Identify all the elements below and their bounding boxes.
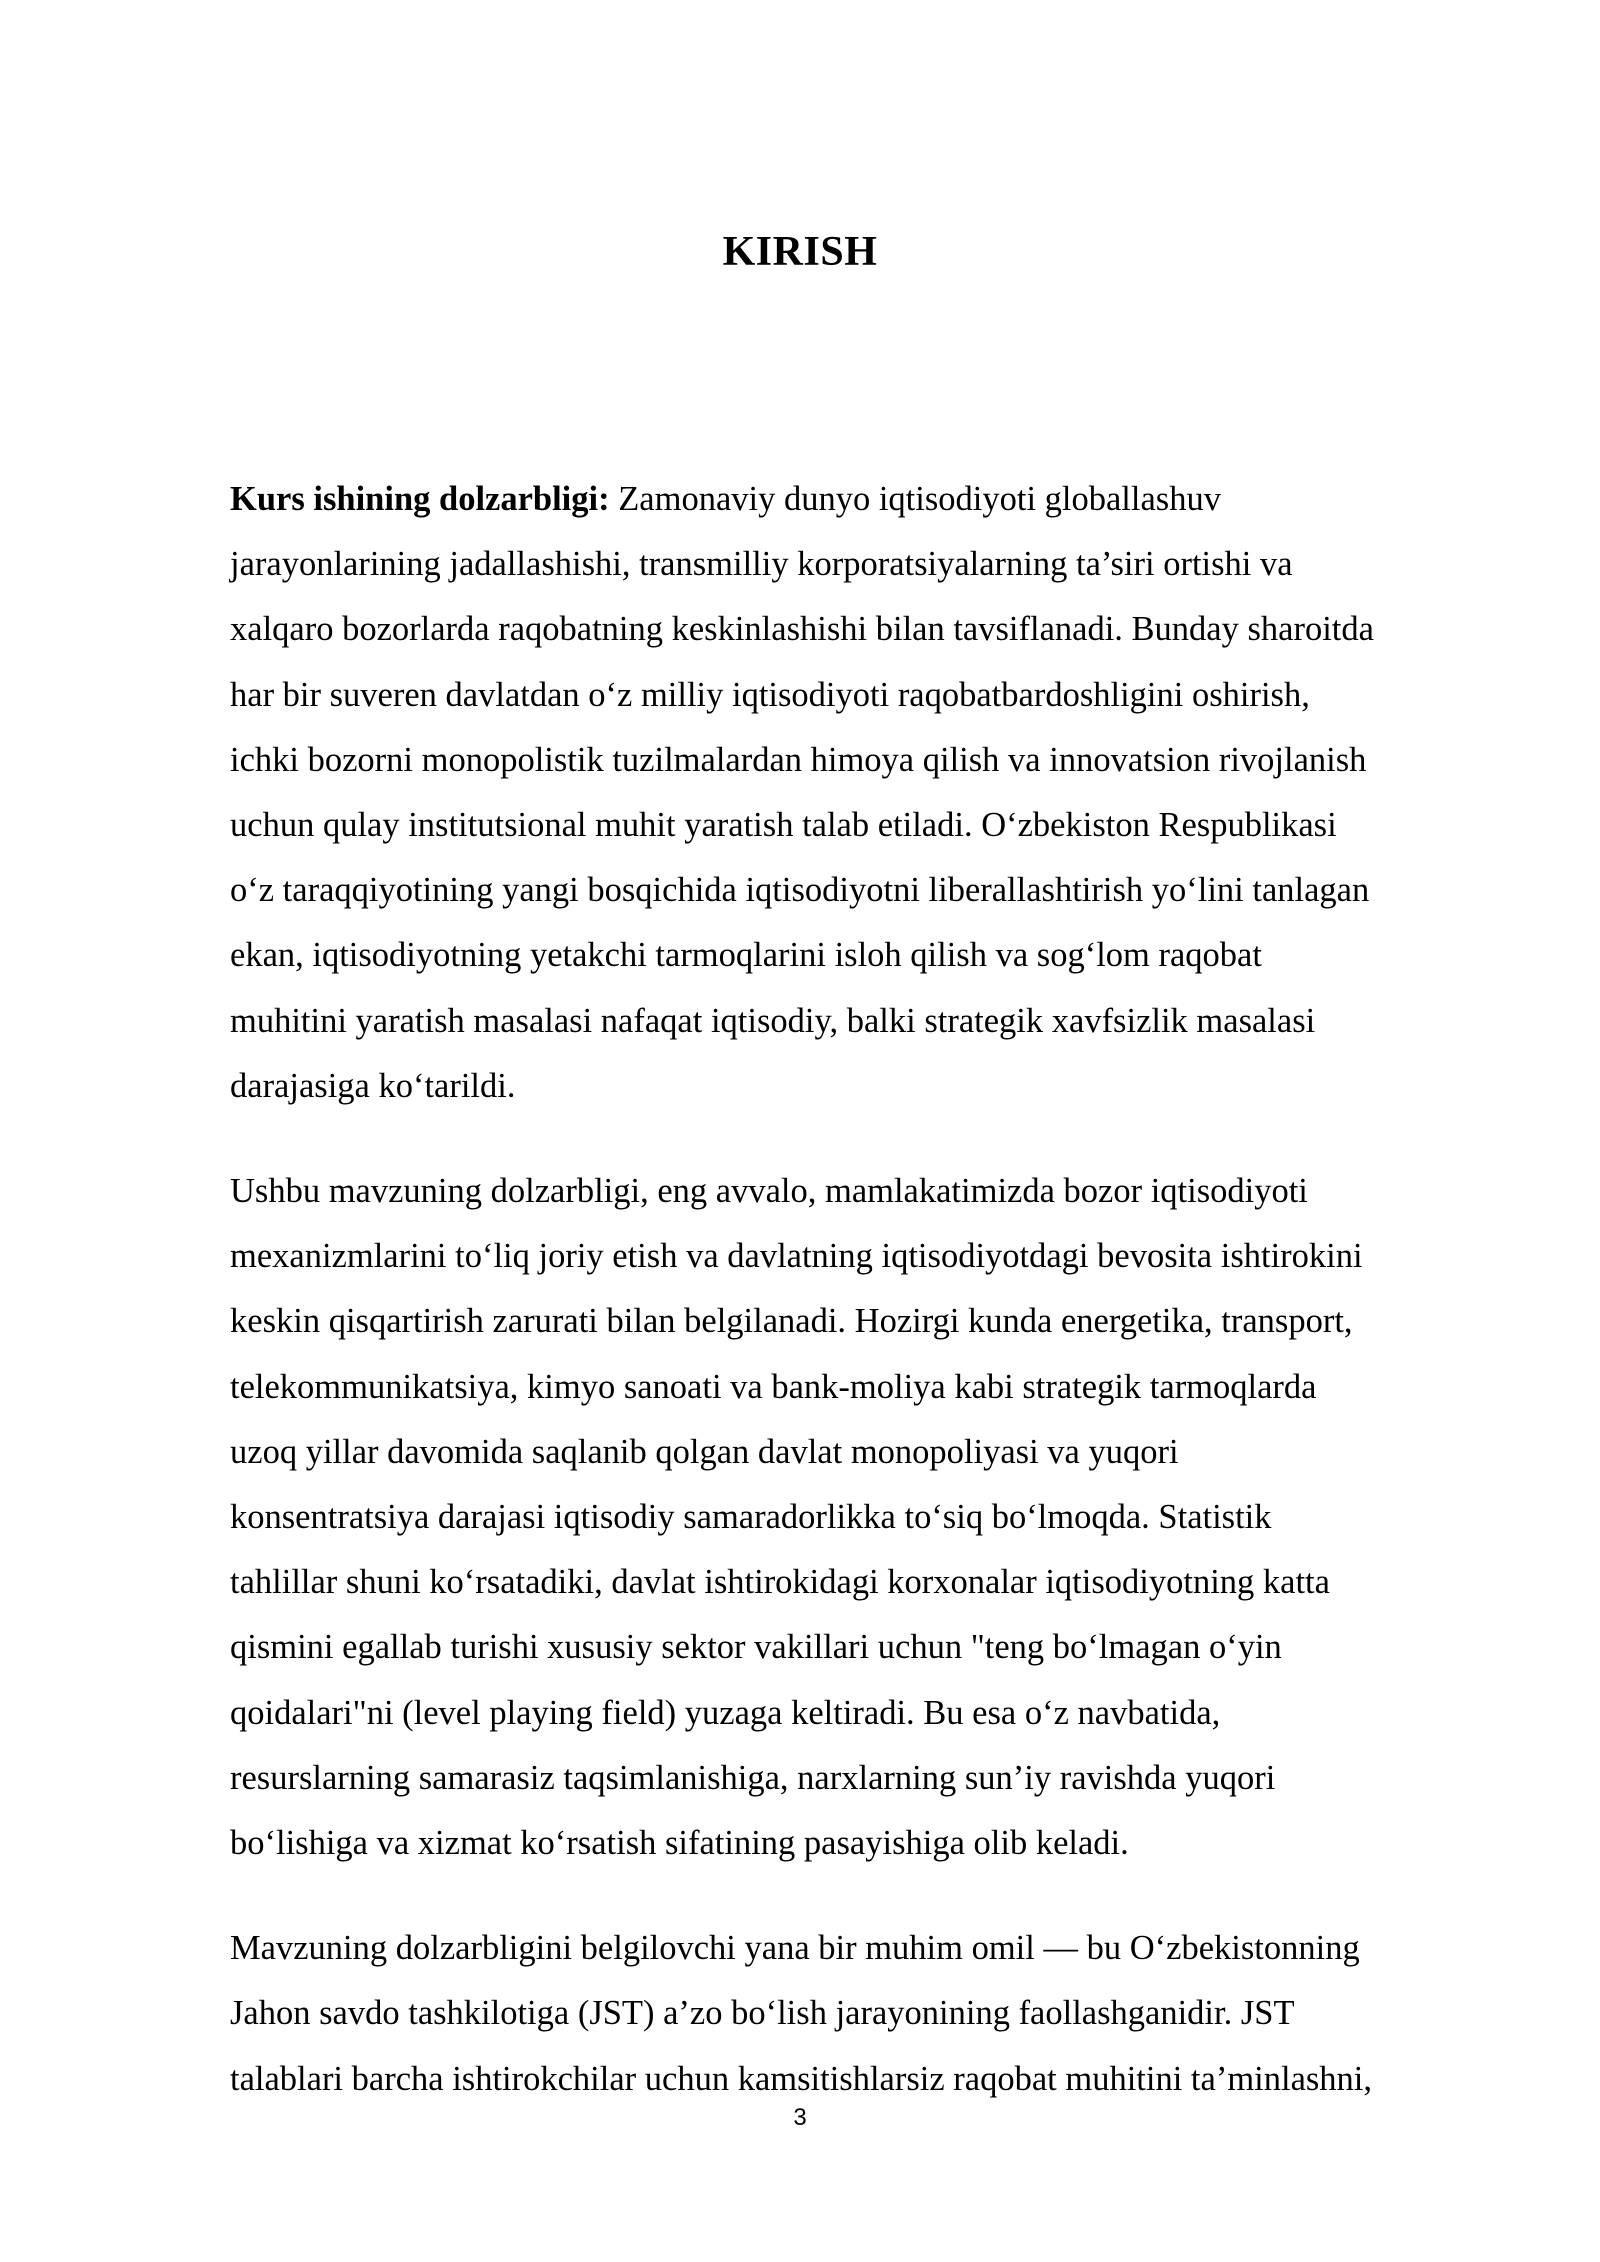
text-line: talablari barcha ishtirokchilar uchun kamsitishlarsiz raqobat muhitini ta’minlashni,: [230, 2059, 1373, 2098]
paragraph-relevance: [230, 467, 1480, 1119]
page-title: KIRISH: [722, 229, 878, 275]
text-line: mexanizmlarini to‘liq joriy etish va davlatning iqtisodiyotdagi bevosita ishtirokini: [230, 1237, 1363, 1276]
text-line: o‘z taraqqiyotining yangi bosqichida iqtisodiyotni liberallashtirish yo‘lini tanlagan: [230, 871, 1370, 910]
text-line: Zamonaviy dunyo iqtisodiyoti globallashuv: [618, 480, 1221, 518]
text-line: ekan, iqtisodiyotning yetakchi tarmoqlarini isloh qilish va sog‘lom raqobat: [230, 936, 1262, 975]
paragraph-wto: [230, 1916, 1480, 2112]
text-line: xalqaro bozorlarda raqobatning keskinlashishi bilan tavsiflanadi. Bunday sharoitda: [230, 610, 1374, 649]
text-line: qoidalari"ni (level playing field) yuzaga keltiradi. Bu esa o‘z navbatida,: [230, 1693, 1221, 1732]
paragraph-lead: Kurs ishining dolzarbligi:: [230, 480, 610, 518]
text-line: jarayonlarining jadallashishi, transmilliy korporatsiyalarning ta’siri ortishi va: [230, 545, 1293, 584]
text-line: tahlillar shuni ko‘rsatadiki, davlat ishtirokidagi korxonalar iqtisodiyotning katta: [230, 1563, 1330, 1602]
paragraph-monopoly: [230, 1159, 1480, 1876]
text-line: har bir suveren davlatdan o‘z milliy iqtisodiyoti raqobatbardoshligini oshirish,: [230, 675, 1310, 714]
text-line: Ushbu mavzuning dolzarbligi, eng avvalo, mamlakatimizda bozor iqtisodiyoti: [230, 1172, 1308, 1211]
text-line: darajasiga ko‘tarildi.: [230, 1066, 516, 1105]
text-line: muhitini yaratish masalasi nafaqat iqtisodiy, balki strategik xavfsizlik masalasi: [230, 1001, 1316, 1040]
page-number: 3: [793, 2104, 807, 2131]
text-line: Jahon savdo tashkilotiga (JST) a’zo bo‘lish jarayonining faollashganidir. JST: [230, 1994, 1295, 2033]
text-line: qismini egallab turishi xususiy sektor vakillari uchun "teng bo‘lmagan o‘yin: [230, 1628, 1282, 1667]
document-body: [230, 467, 1480, 2112]
text-line: Mavzuning dolzarbligini belgilovchi yana bir muhim omil — bu O‘zbekistonning: [230, 1929, 1360, 1968]
text-line: resurslarning samarasiz taqsimlanishiga, narxlarning sun’iy ravishda yuqori: [230, 1758, 1276, 1797]
text-line: bo‘lishiga va xizmat ko‘rsatish sifatining pasayishiga olib keladi.: [230, 1824, 1129, 1863]
text-line: keskin qisqartirish zarurati bilan belgilanadi. Hozirgi kunda energetika, transport,: [230, 1302, 1353, 1341]
text-line: konsentratsiya darajasi iqtisodiy samaradorlikka to‘siq bo‘lmoqda. Statistik: [230, 1498, 1272, 1537]
text-line: uzoq yillar davomida saqlanib qolgan davlat monopoliyasi va yuqori: [230, 1432, 1179, 1471]
text-line: telekommunikatsiya, kimyo sanoati va bank-moliya kabi strategik tarmoqlarda: [230, 1367, 1317, 1406]
text-line: ichki bozorni monopolistik tuzilmalardan himoya qilish va innovatsion rivojlanish: [230, 740, 1367, 779]
text-line: uchun qulay institutsional muhit yaratish talab etiladi. O‘zbekiston Respublikasi: [230, 806, 1337, 845]
